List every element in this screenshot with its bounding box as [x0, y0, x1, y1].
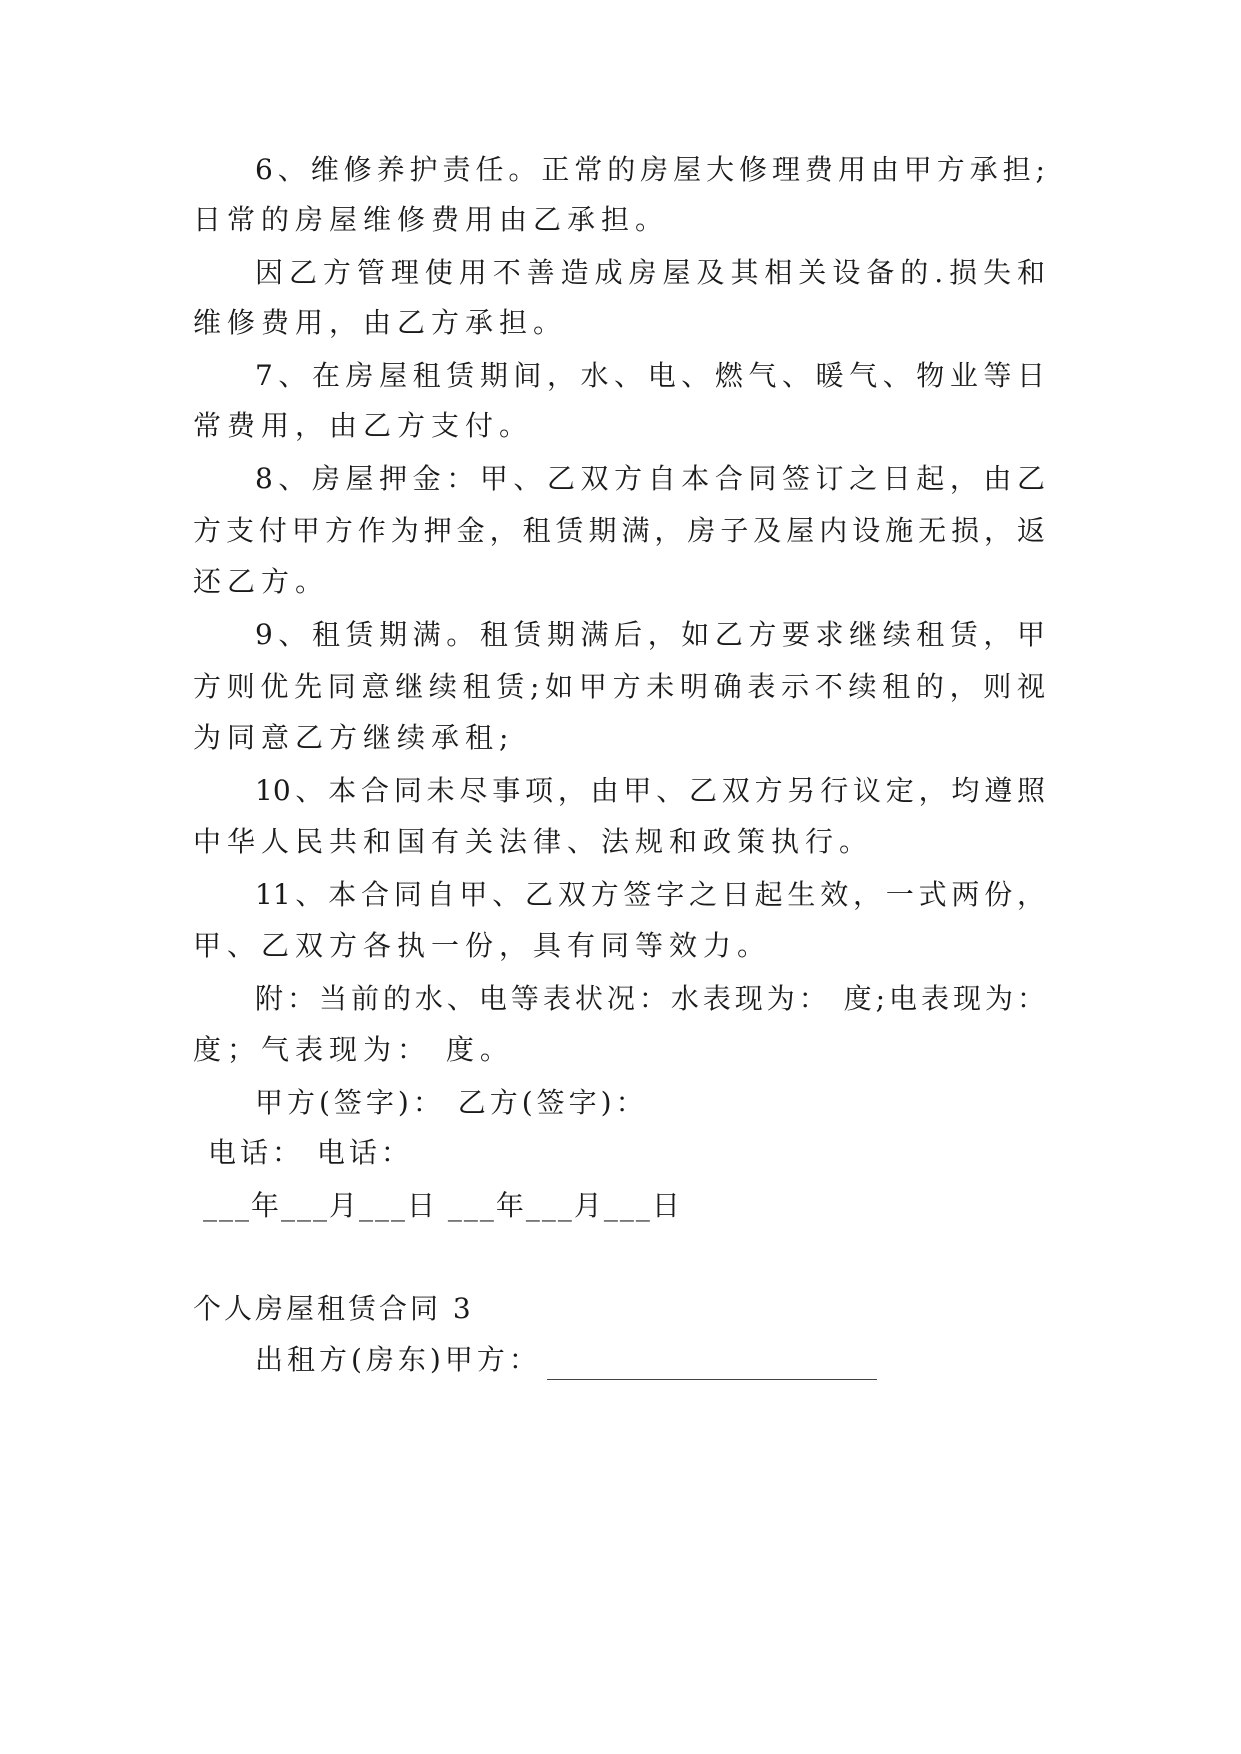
section-title: 个人房屋租赁合同 3: [193, 1292, 474, 1325]
clause-6-line-2: 日常的房屋维修费用由乙承担。: [193, 203, 670, 236]
clause-9-line-2: 方则优先同意继续租赁;如甲方未明确表示不续租的，则视: [193, 670, 1045, 703]
clause-7-line-1: 7、在房屋租赁期间，水、电、燃气、暖气、物业等日: [255, 359, 1045, 392]
clause-9-line-1: 9、租赁期满。租赁期满后，如乙方要求继续租赁，甲: [255, 618, 1045, 651]
clause-8-line-1: 8、房屋押金：甲、乙双方自本合同签订之日起，由乙: [255, 462, 1045, 495]
clause-6-line-1: 6、维修养护责任。正常的房屋大修理费用由甲方承担;: [255, 153, 1045, 186]
date-lines: ___年___月___日 ___年___月___日: [203, 1189, 682, 1222]
landlord-blank: [547, 1349, 877, 1380]
clause-11-line-1: 11、本合同自甲、乙双方签字之日起生效，一式两份，: [255, 878, 1045, 911]
clause-8-line-3: 还乙方。: [193, 565, 330, 598]
phone-labels: 电话： 电话：: [208, 1136, 413, 1169]
landlord-label: 出租方(房东)甲方：: [255, 1343, 541, 1376]
clause-10-line-2: 中华人民共和国有关法律、法规和政策执行。: [193, 825, 874, 858]
clause-6-note-line-1: 因乙方管理使用不善造成房屋及其相关设备的.损失和: [255, 256, 1045, 289]
signature-labels: 甲方(签字)： 乙方(签字)：: [255, 1086, 648, 1119]
clause-7-line-2: 常费用，由乙方支付。: [193, 409, 534, 442]
clause-11-line-2: 甲、乙双方各执一份，具有同等效力。: [193, 929, 772, 962]
clause-9-line-3: 为同意乙方继续承租;: [193, 721, 515, 754]
meter-readings-line-2: 度；气表现为： 度。: [193, 1033, 514, 1066]
landlord-line: [255, 1340, 877, 1380]
clause-8-line-2: 方支付甲方作为押金，租赁期满，房子及屋内设施无损，返: [193, 514, 1045, 547]
clause-6-note-line-2: 维修费用，由乙方承担。: [193, 306, 568, 339]
meter-readings-line-1: 附：当前的水、电等表状况：水表现为： 度;电表现为：: [255, 982, 1045, 1015]
clause-10-line-1: 10、本合同未尽事项，由甲、乙双方另行议定，均遵照: [255, 774, 1045, 807]
